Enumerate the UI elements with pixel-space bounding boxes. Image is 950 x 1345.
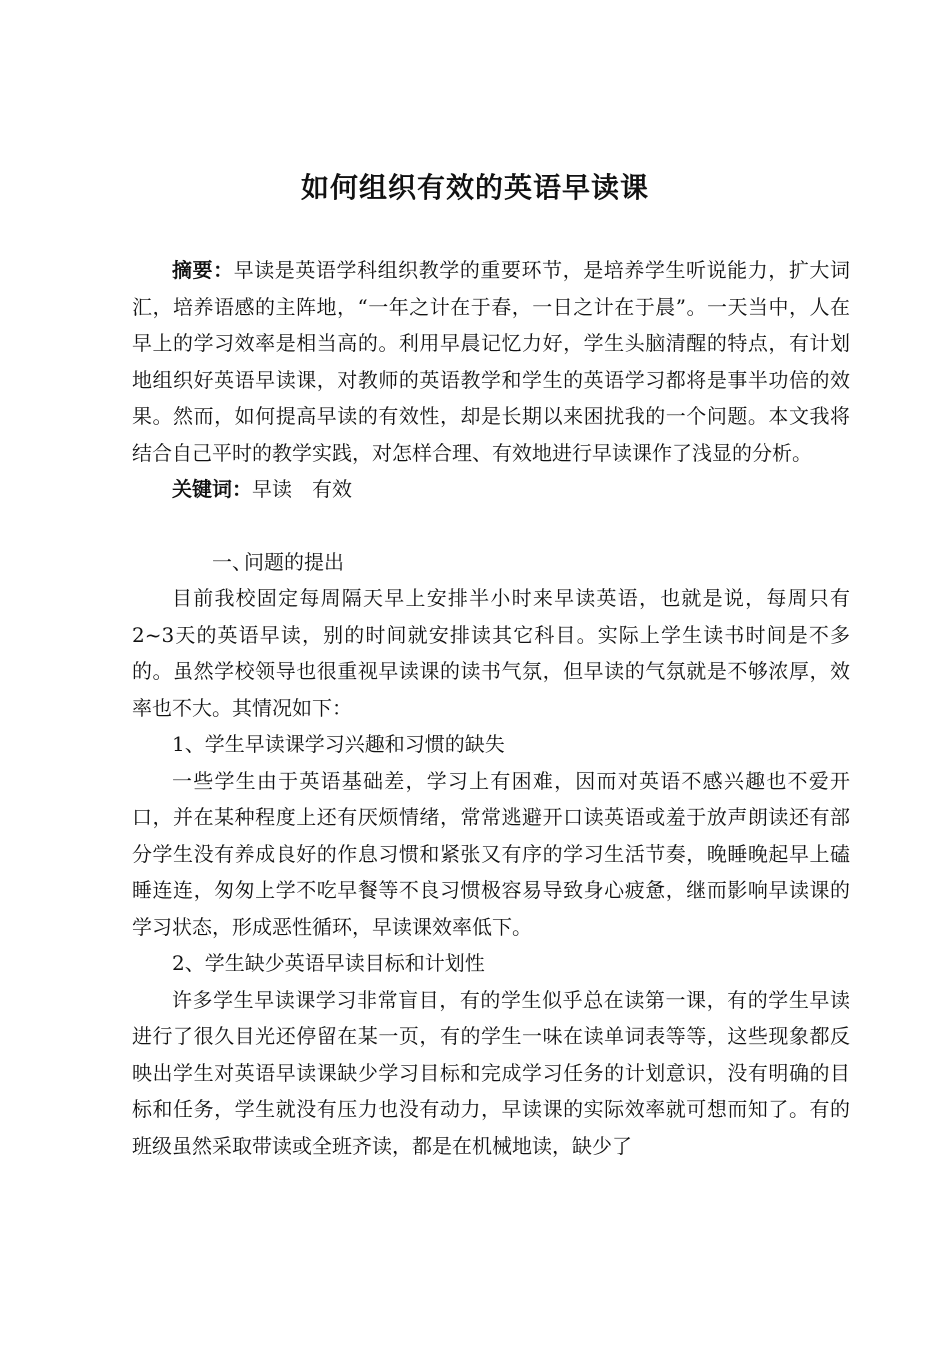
abstract-paragraph [132,252,850,471]
section-intro-paragraph: 目前我校固定每周隔天早上安排半小时来早读英语，也就是说，每周只有2~3天的英语早读，别的时间就安排读其它科目。实际上学生读书时间是不多的。虽然学校领导也很重视早读课的读书气氛，但早读的气氛就是不够浓厚，效率也不大。其情况如下： [132,586,850,720]
document-title: 如何组织有效的英语早读课 [300,171,649,204]
keywords-text: 早读 有效 [252,477,352,501]
keywords-label: 关键词： [172,477,252,501]
section-heading-text: 问题的提出 [244,549,344,574]
subsection-heading-1: 1、学生早读课学习兴趣和习惯的缺失 [172,732,505,756]
subsection-paragraph-2: 许多学生早读课学习非常盲目，有的学生似乎总在读第一课，有的学生早读进行了很久目光还停留在某一页，有的学生一味在读单词表等等，这些现象都反映出学生对英语早读课缺少学习目标和完成学习任务的计划意识，没有明确的目标和任务，学生就没有压力也没有动力，早读课的实际效率就可想而知了。有的班级虽然采取带读或全班齐读，都是在机械地读，缺少了 [132,987,850,1158]
section-heading [132,544,850,581]
subsection-paragraph-1: 一些学生由于英语基础差，学习上有困难，因而对英语不感兴趣也不爱开口，并在某种程度上还有厌烦情绪，常常逃避开口读英语或羞于放声朗读还有部分学生没有养成良好的作息习惯和紧张又有序的学习生活节奏，晚睡晚起早上磕睡连连，匆匆上学不吃早餐等不良习惯极容易导致身心疲惫，继而影响早读课的学习状态，形成恶性循环，早读课效率低下。 [132,768,850,939]
document-body [132,252,850,1164]
section-number: 一、 [212,549,252,574]
paragraph-gap [132,508,850,544]
abstract-label: 摘要： [172,258,234,282]
subsection-heading-2: 2、学生缺少英语早读目标和计划性 [172,951,485,975]
abstract-text: 早读是英语学科组织教学的重要环节，是培养学生听说能力，扩大词汇，培养语感的主阵地，“一年之计在于春，一日之计在于晨”。一天当中，人在早上的学习效率是相当高的。利用早晨记忆力好，学生头脑清醒的特点，有计划地组织好英语早读课，对教师的英语教学和学生的英语学习都将是事半功倍的效果。然而，如何提高早读的有效性，却是长期以来困扰我的一个问题。本文我将结合自己平时的教学实践，对怎样合理、有效地进行早读课作了浅显的分析。 [132,258,850,465]
keywords-paragraph [132,471,850,508]
